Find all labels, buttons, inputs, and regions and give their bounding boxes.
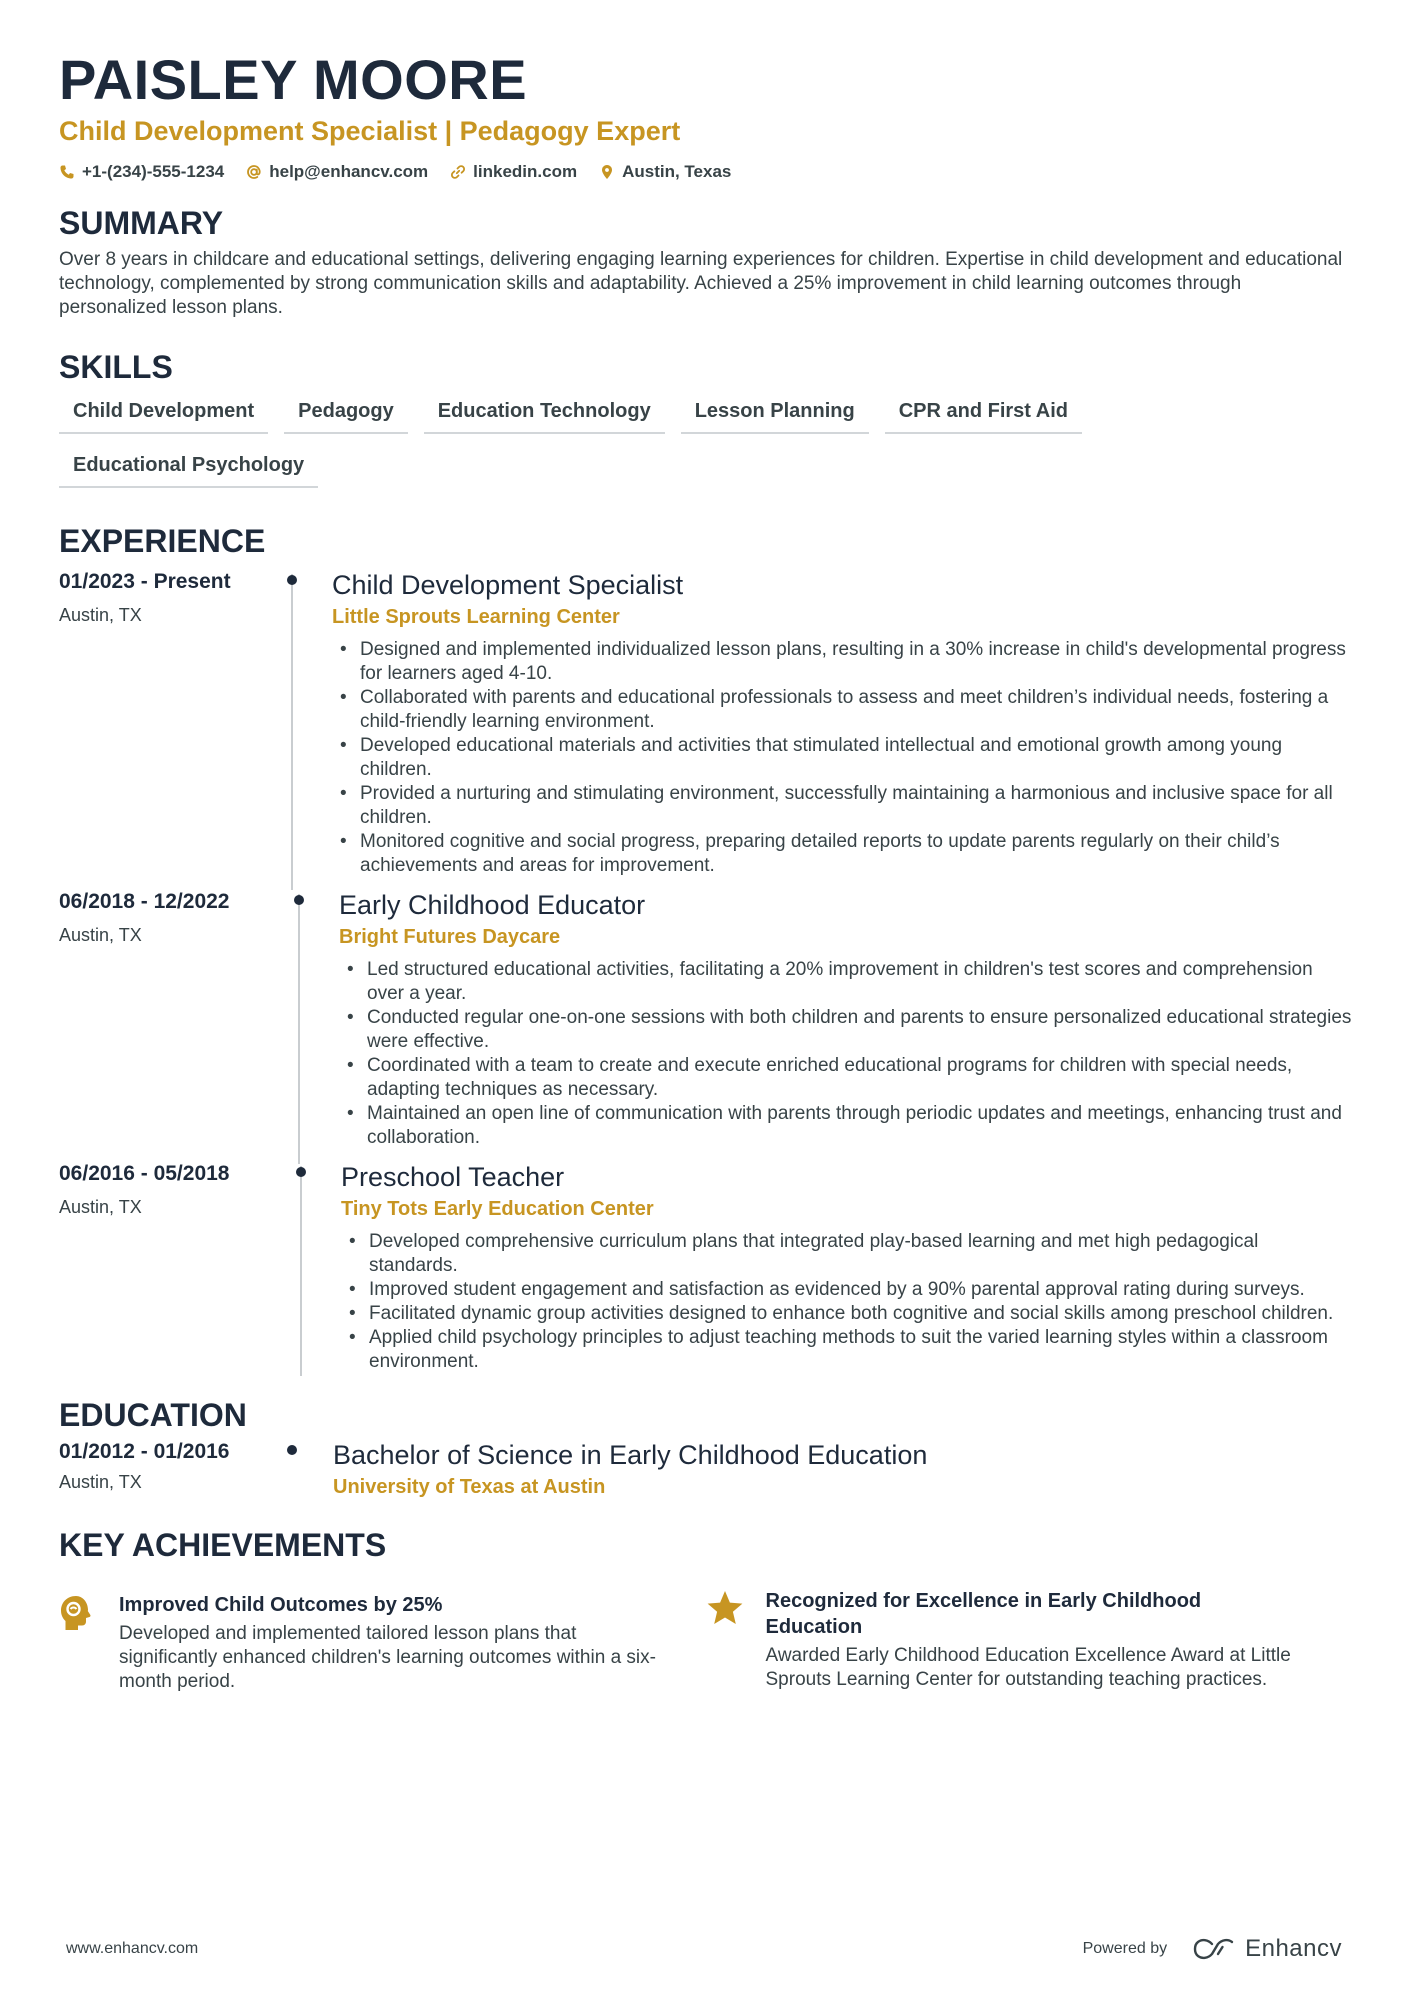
phone-icon xyxy=(59,164,75,180)
skill-tag: Pedagogy xyxy=(284,396,408,434)
achievement-icon-wrap xyxy=(59,1592,119,1694)
achievement-title: Improved Child Outcomes by 25% xyxy=(119,1594,443,1616)
job-meta xyxy=(59,568,289,878)
contact-email-text: help@enhancv.com xyxy=(269,162,429,181)
summary-heading: SUMMARY xyxy=(59,205,224,241)
job-bullet: • Facilitated dynamic group activities designed to enhance both cognitive and social skills among preschool children. xyxy=(341,1302,1352,1326)
job-bullet: • Maintained an open line of communication with parents through periodic updates and meetings, enhancing trust and collaboration. xyxy=(339,1102,1352,1150)
at-icon xyxy=(246,164,262,180)
job-title: Child Development Specialist xyxy=(332,570,684,600)
education-school: University of Texas at Austin xyxy=(333,1476,606,1498)
job-entry xyxy=(59,888,1352,1150)
job-bullets xyxy=(332,638,1352,878)
job-dates: 06/2018 - 12/2022 xyxy=(59,890,230,913)
contact-linkedin[interactable] xyxy=(450,162,577,182)
skill-tag: CPR and First Aid xyxy=(885,396,1082,434)
job-dates: 06/2016 - 05/2018 xyxy=(59,1162,230,1185)
footer xyxy=(66,1935,1342,1963)
job-bullet: • Monitored cognitive and social progress, preparing detailed reports to update parents regularly on their child’s achievements and areas for improvement. xyxy=(332,830,1352,878)
job-entry xyxy=(59,1160,1352,1374)
job-bullet: • Applied child psychology principles to adjust teaching methods to suit the varied learning styles within a classroom environment. xyxy=(341,1326,1352,1374)
job-bullets xyxy=(341,1230,1352,1374)
job-details xyxy=(289,568,1352,878)
job-meta xyxy=(59,1160,289,1374)
achievements-section xyxy=(59,1526,1352,1694)
achievement-title: Recognized for Excellence in Early Childhood Education xyxy=(765,1590,1202,1638)
contact-bar xyxy=(59,162,1352,182)
job-bullet: • Provided a nurturing and stimulating environment, successfully maintaining a harmonious and inclusive space for all children. xyxy=(332,782,1352,830)
summary-text: Over 8 years in childcare and educational settings, delivering engaging learning experiences for children. Expertise in child development and educational technology, complemented by strong communication skills and adaptability. Achieved a 25% improvement in child learning outcomes through personalized lesson plans. xyxy=(59,249,1343,318)
contact-linkedin-text: linkedin.com xyxy=(473,162,578,181)
brand-name: Enhancv xyxy=(1245,1935,1342,1962)
contact-phone[interactable] xyxy=(59,162,224,182)
location-pin-icon xyxy=(599,164,615,180)
head-icon xyxy=(59,1594,93,1632)
timeline-dot xyxy=(294,895,304,905)
achievement-description: Awarded Early Childhood Education Excellence Award at Little Sprouts Learning Center for outstanding teaching practices. xyxy=(765,1645,1291,1690)
education-degree: Bachelor of Science in Early Childhood Education xyxy=(333,1440,928,1470)
skills-section xyxy=(59,348,1352,488)
enhancv-brand[interactable] xyxy=(1191,1935,1342,1963)
contact-location-text: Austin, Texas xyxy=(622,162,732,181)
contact-email[interactable] xyxy=(246,162,428,182)
achievement-icon-wrap xyxy=(706,1588,766,1694)
header xyxy=(59,48,1352,182)
candidate-title: Child Development Specialist | Pedagogy Expert xyxy=(59,116,681,146)
job-meta xyxy=(59,888,289,1150)
job-company: Bright Futures Daycare xyxy=(339,926,561,948)
job-bullet: • Collaborated with parents and educational professionals to assess and meet children’s individual needs, fostering a child-friendly learning environment. xyxy=(332,686,1352,734)
job-bullet: • Coordinated with a team to create and execute enriched educational programs for children with special needs, adapting techniques as necessary. xyxy=(339,1054,1352,1102)
job-bullet: • Developed educational materials and activities that stimulated intellectual and emotional growth among young children. xyxy=(332,734,1352,782)
education-section xyxy=(59,1396,1352,1500)
job-bullets xyxy=(339,958,1352,1150)
education-meta xyxy=(59,1438,289,1500)
timeline-dot xyxy=(287,1445,297,1455)
skill-tag: Lesson Planning xyxy=(681,396,869,434)
timeline-dot xyxy=(296,1167,306,1177)
job-location: Austin, TX xyxy=(59,1197,142,1217)
education-entry xyxy=(59,1438,1352,1500)
enhancv-logo-icon xyxy=(1191,1937,1237,1961)
job-entry xyxy=(59,568,1352,878)
job-details xyxy=(289,1160,1352,1374)
achievement-list xyxy=(59,1588,1352,1694)
job-location: Austin, TX xyxy=(59,605,142,625)
job-location: Austin, TX xyxy=(59,925,142,945)
powered-by-label: Powered by xyxy=(1082,1940,1168,1957)
contact-phone-text: +1-(234)-555-1234 xyxy=(82,162,225,181)
job-bullet: • Designed and implemented individualized lesson plans, resulting in a 30% increase in child's developmental progress for learners aged 4-10. xyxy=(332,638,1352,686)
job-bullet: • Conducted regular one-on-one sessions with both children and parents to ensure personalized educational strategies were effective. xyxy=(339,1006,1352,1054)
link-icon xyxy=(450,164,466,180)
summary-section xyxy=(59,204,1352,320)
skill-tag: Child Development xyxy=(59,396,268,434)
contact-location xyxy=(599,162,731,182)
education-dates: 01/2012 - 01/2016 xyxy=(59,1440,230,1463)
education-heading: EDUCATION xyxy=(59,1397,247,1433)
experience-section xyxy=(59,522,1352,1374)
timeline-line xyxy=(298,894,300,1164)
achievement-item xyxy=(59,1592,706,1694)
job-dates: 01/2023 - Present xyxy=(59,570,231,593)
job-bullet: • Developed comprehensive curriculum plans that integrated play-based learning and met high pedagogical standards. xyxy=(341,1230,1352,1278)
skills-heading: SKILLS xyxy=(59,349,173,385)
education-details xyxy=(289,1438,1352,1500)
candidate-name: PAISLEY MOORE xyxy=(59,48,528,111)
job-title: Preschool Teacher xyxy=(341,1162,565,1192)
experience-heading: EXPERIENCE xyxy=(59,523,266,559)
timeline-dot xyxy=(287,575,297,585)
timeline-line xyxy=(291,574,293,890)
timeline-line xyxy=(300,1166,302,1376)
achievement-description: Developed and implemented tailored lesson plans that significantly enhanced children's learning outcomes within a six-month period. xyxy=(119,1623,656,1692)
achievement-content xyxy=(766,1588,1306,1694)
footer-website[interactable]: www.enhancv.com xyxy=(66,1940,199,1957)
achievements-heading: KEY ACHIEVEMENTS xyxy=(59,1527,387,1563)
job-details xyxy=(289,888,1352,1150)
powered-by xyxy=(1083,1935,1342,1963)
job-bullet: • Improved student engagement and satisfaction as evidenced by a 90% parental approval rating during surveys. xyxy=(341,1278,1352,1302)
achievement-item xyxy=(706,1588,1353,1694)
job-bullet: • Led structured educational activities, facilitating a 20% improvement in children's test scores and comprehension over a year. xyxy=(339,958,1352,1006)
job-company: Tiny Tots Early Education Center xyxy=(341,1198,654,1220)
achievement-content xyxy=(119,1592,679,1694)
job-company: Little Sprouts Learning Center xyxy=(332,606,620,628)
job-title: Early Childhood Educator xyxy=(339,890,646,920)
education-location: Austin, TX xyxy=(59,1472,142,1492)
star-icon xyxy=(706,1590,744,1626)
skill-tag: Educational Psychology xyxy=(59,450,318,488)
skill-tag: Education Technology xyxy=(424,396,665,434)
skill-list xyxy=(59,396,1209,488)
